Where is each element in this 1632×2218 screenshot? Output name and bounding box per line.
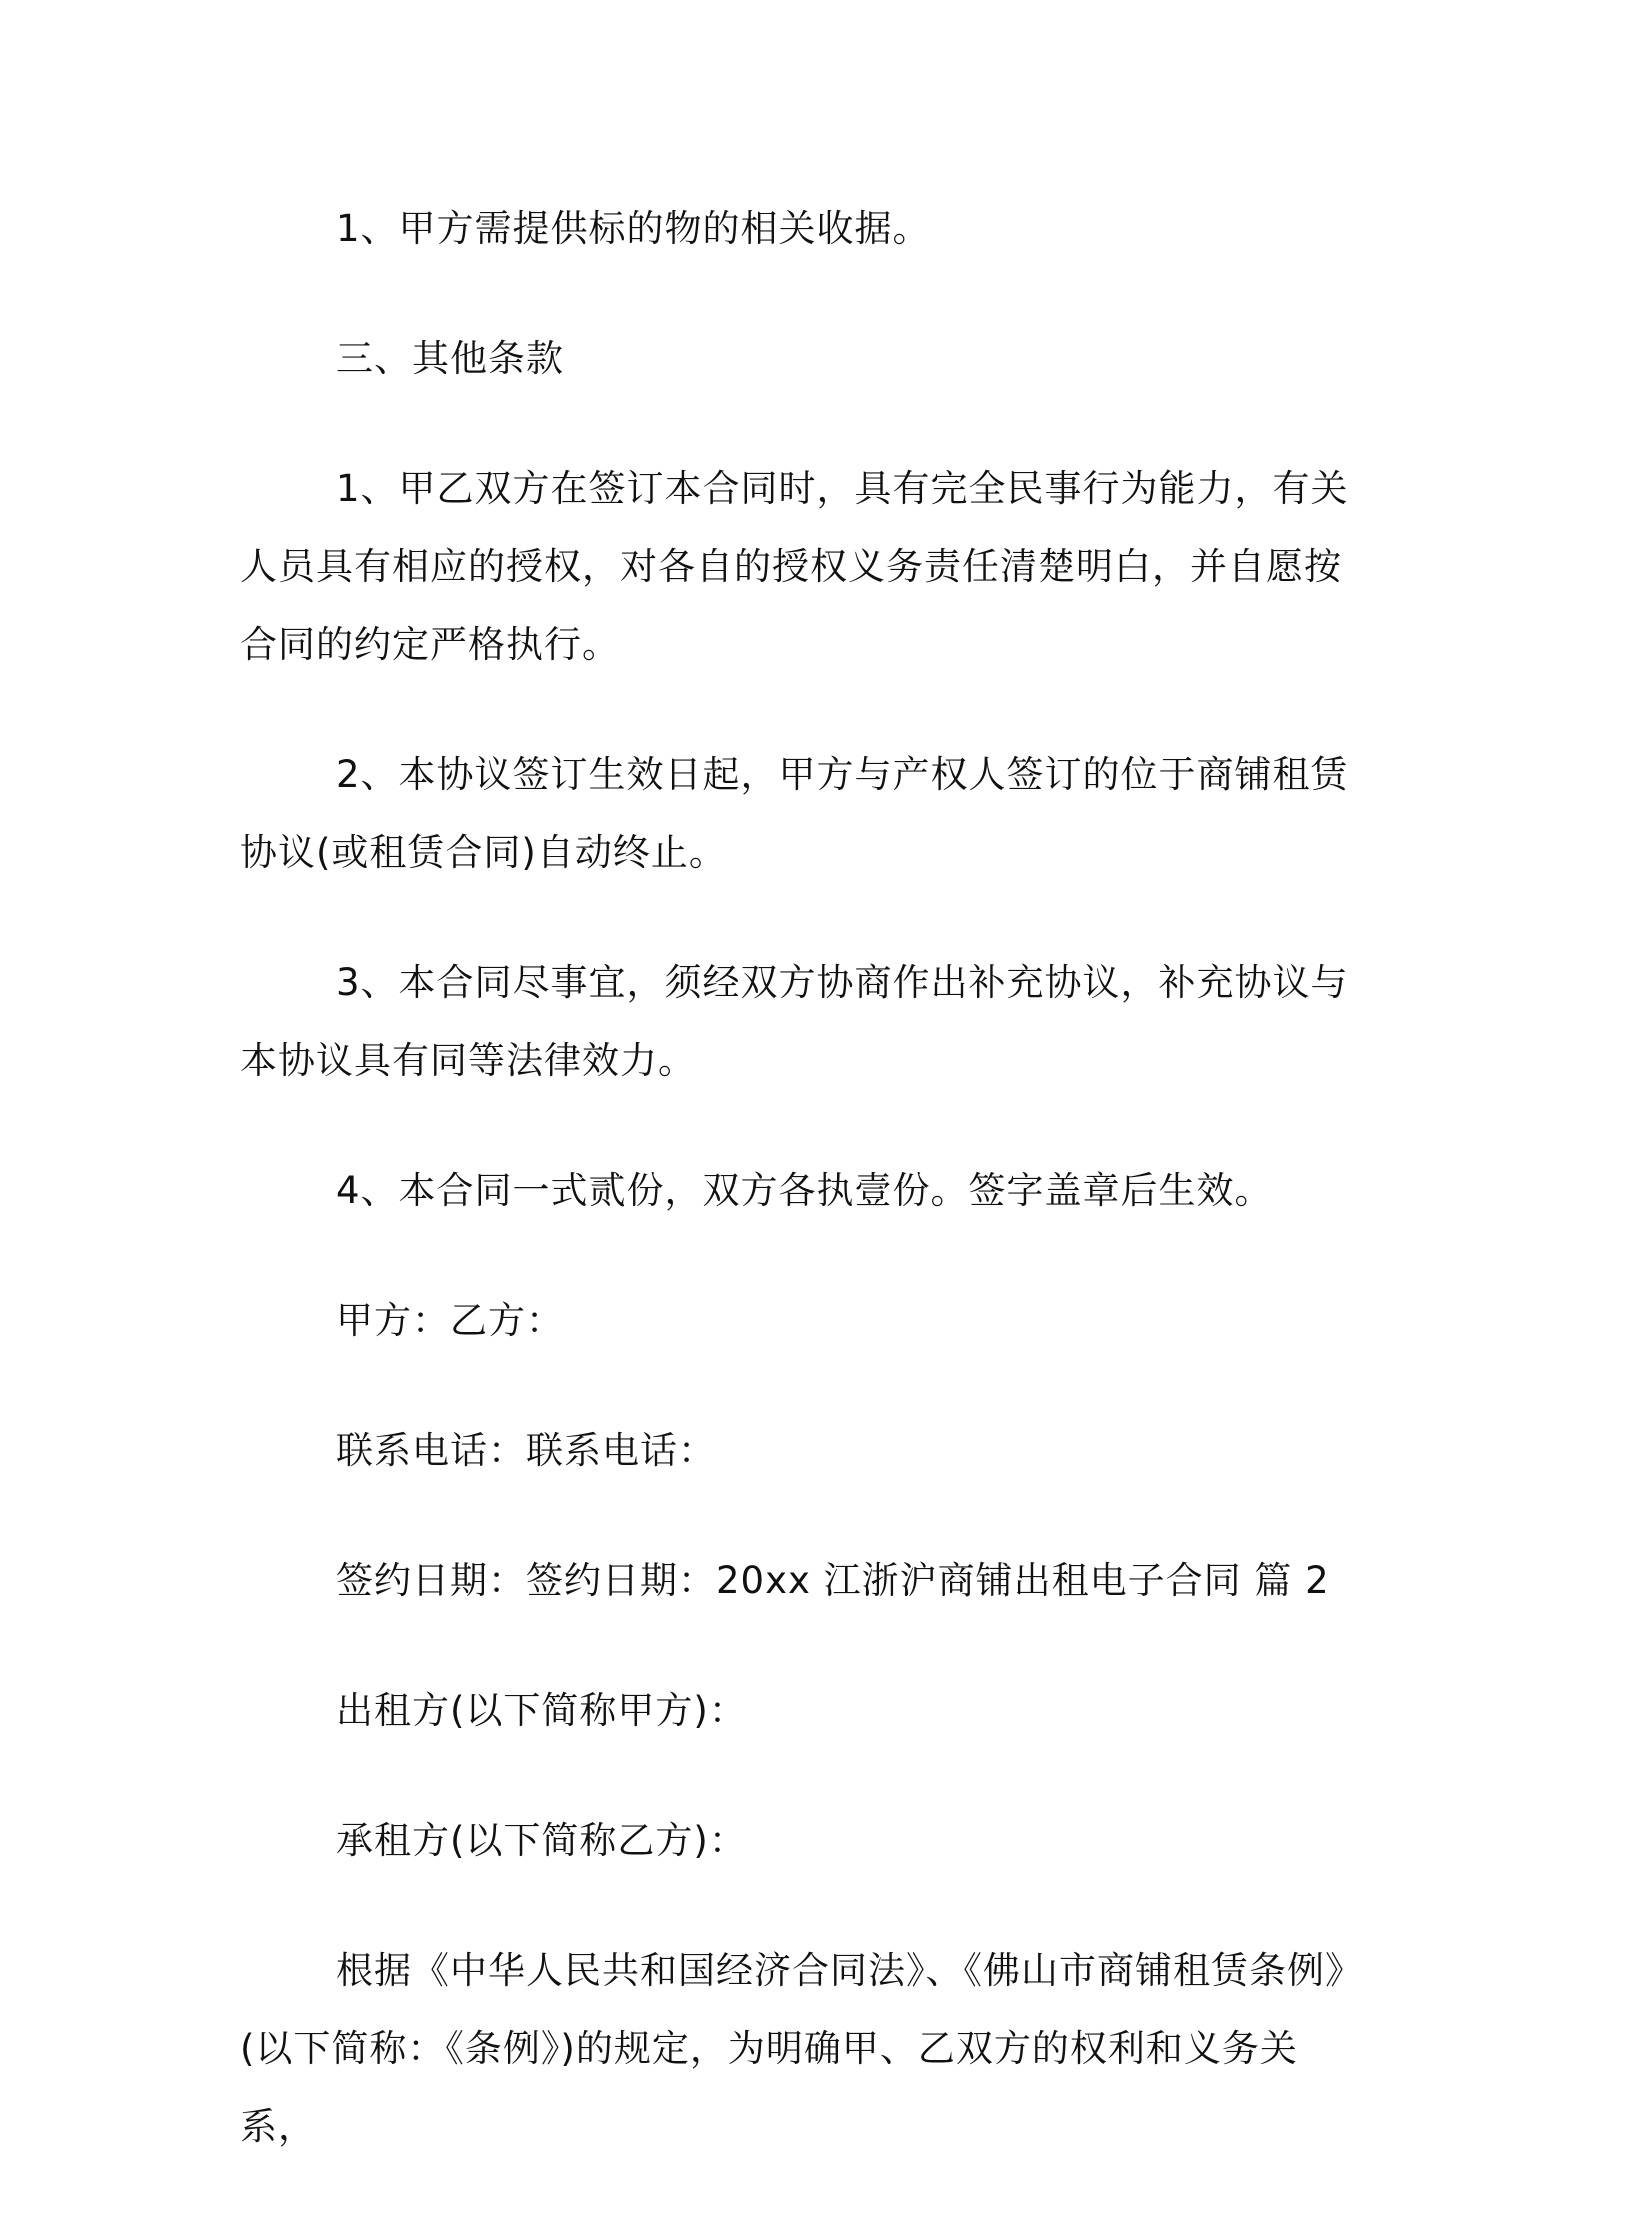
paragraph-capacity-clause: 1、甲乙双方在签订本合同时，具有完全民事行为能力，有关人员具有相应的授权，对各自的授权义务责任清楚明白，并自愿按合同的约定严格执行。	[240, 467, 1349, 666]
paragraph-supplement-clause: 3、本合同尽事宜，须经双方协商作出补充协议，补充协议与本协议具有同等法律效力。	[240, 961, 1349, 1082]
lessor-line: 出租方(以下简称甲方)：	[336, 1689, 747, 1732]
signature-parties: 甲方：乙方：	[336, 1299, 564, 1342]
document-body	[240, 190, 1368, 2218]
lessee-line: 承租方(以下简称乙方)：	[336, 1819, 747, 1862]
paragraph-termination-clause: 2、本协议签订生效日起，甲方与产权人签订的位于商铺租赁协议(或租赁合同)自动终止。	[240, 753, 1349, 874]
paragraph-legal-basis: 根据《中华人民共和国经济合同法》、《佛山市商铺租赁条例》(以下简称：《条例》)的规定，为明确甲、乙双方的权利和义务关系，	[240, 1949, 1363, 2148]
contact-phone-line: 联系电话：联系电话：	[336, 1429, 716, 1472]
paragraph-copies-clause: 4、本合同一式贰份，双方各执壹份。签字盖章后生效。	[336, 1169, 1273, 1212]
paragraph-receipt-clause: 1、甲方需提供标的物的相关收据。	[336, 207, 931, 250]
section-heading-other-terms: 三、其他条款	[336, 337, 564, 380]
signing-date-line: 签约日期：签约日期：20xx 江浙沪商铺出租电子合同 篇 2	[336, 1559, 1330, 1602]
